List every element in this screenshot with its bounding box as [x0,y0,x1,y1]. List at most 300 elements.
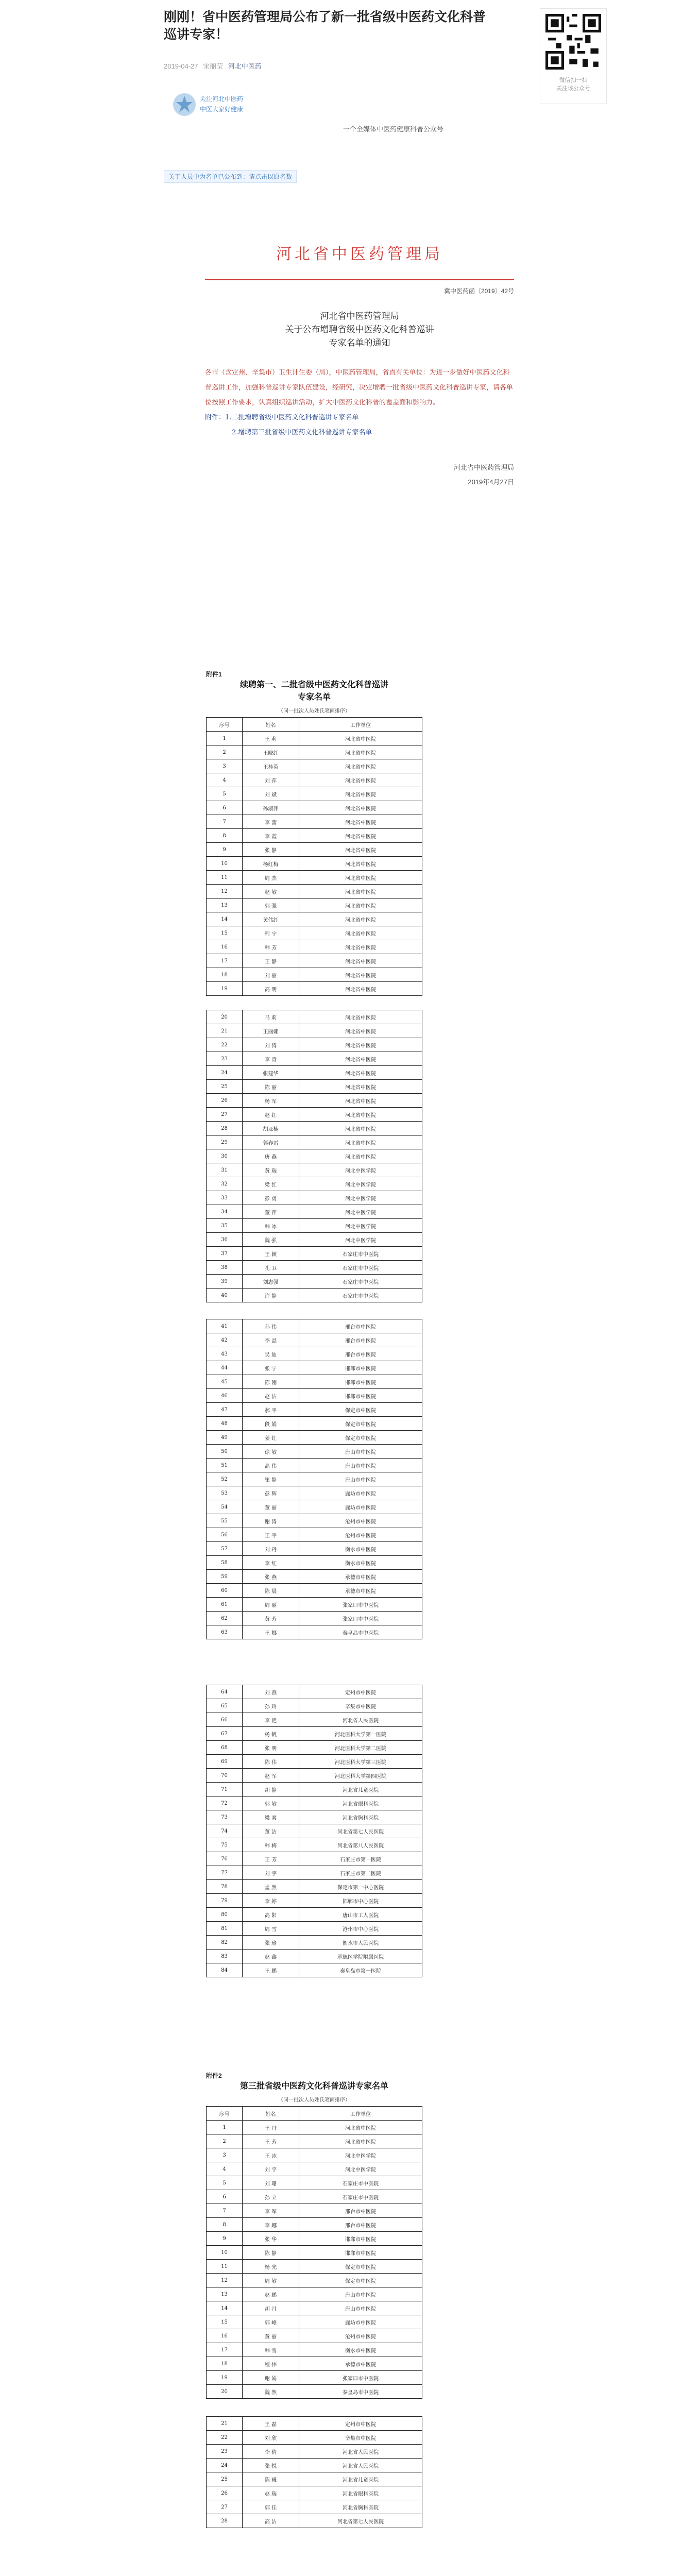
notice-link[interactable]: 关于人员中为名单已公布到：请点击以原名数 [164,170,297,183]
cell-name: 陈 伟 [243,1755,299,1769]
table-row [207,1163,422,1177]
cell-name: 谢 涛 [243,1514,299,1528]
table-row [207,1542,422,1556]
cell-org: 河北中医学院 [299,2148,422,2162]
cell-name: 唐 燕 [243,1149,299,1163]
cell-org: 石家庄市中医院 [299,2176,422,2190]
cell-org: 秦皇岛市中医院 [299,2385,422,2399]
table-row [207,1810,422,1824]
cell-org: 河北省中医院 [299,759,422,773]
cell-org: 河北省中医院 [299,815,422,829]
cell-name: 陈 刚 [243,1375,299,1389]
cell-no: 38 [207,1261,243,1275]
cell-name: 陈 晨 [243,1584,299,1598]
cell-org: 河北省胸科医院 [299,2500,422,2514]
cell-org: 河北省中医院 [299,801,422,815]
table-row [207,2417,422,2431]
attachment1-page-2 [206,1010,422,1302]
attachment2-label: 附件2 [206,2072,222,2079]
cell-org: 河北省中医院 [299,787,422,801]
cell-no: 13 [207,899,243,912]
cell-name: 胡 静 [243,1783,299,1797]
cell-no: 84 [207,1963,243,1977]
cell-name: 姜 红 [243,1431,299,1445]
table-row [207,1431,422,1445]
cell-no: 28 [207,1122,243,1136]
table-row [207,857,422,871]
cell-org: 邯郸市中心医院 [299,1894,422,1908]
cell-org: 河北中医学院 [299,1205,422,1219]
cell-name: 周 雪 [243,1922,299,1936]
cell-no: 19 [207,2371,243,2385]
table-row [207,1445,422,1459]
cell-no: 28 [207,2514,243,2528]
cell-name: 李 军 [243,2204,299,2218]
cell-no: 57 [207,1542,243,1556]
cell-org: 河北省中医院 [299,1108,422,1122]
table-row [207,1361,422,1375]
cell-org: 保定市中医院 [299,2274,422,2287]
table-row [207,871,422,885]
cell-name: 刘 欣 [243,2431,299,2445]
table-row [207,2260,422,2274]
table-row [207,954,422,968]
cell-no: 20 [207,1010,243,1024]
cell-no: 9 [207,843,243,857]
cell-no: 39 [207,1275,243,1289]
document-body-text: 各市（含定州、辛集市）卫生计生委（局），中医药管理局，省直有关单位：为进一步做好中医药文化科普巡讲工作，加强科普巡讲专家队伍建设，经研究，决定增聘一批省级中医药文化科普巡讲专家，请各单位按照工作要求，认真组织巡讲活动，扩大中医药文化科普的覆盖面和影响力。 [205,369,514,406]
table-row [207,1727,422,1741]
table-row [207,843,422,857]
cell-org: 保定市中医院 [299,1403,422,1417]
cell-org: 河北省中医院 [299,885,422,899]
cell-no: 26 [207,1094,243,1108]
cell-name: 董 洁 [243,1824,299,1838]
cell-no: 40 [207,1289,243,1302]
cell-org: 保定市第一中心医院 [299,1880,422,1894]
cell-name: 梁 爽 [243,1810,299,1824]
cell-org: 河北省中医院 [299,745,422,759]
table-row [207,1122,422,1136]
cell-no: 17 [207,2343,243,2357]
table-row [207,1459,422,1472]
cell-no: 3 [207,2148,243,2162]
cell-name: 黄 丽 [243,2329,299,2343]
cell-no: 64 [207,1685,243,1699]
table-row [207,1191,422,1205]
cell-org: 河北医科大学第二医院 [299,1741,422,1755]
cell-no: 46 [207,1389,243,1403]
cell-no: 35 [207,1219,243,1233]
cell-no: 77 [207,1866,243,1880]
table-row [207,1950,422,1963]
cell-org: 河北省中医院 [299,912,422,926]
cell-name: 张 静 [243,843,299,857]
cell-no: 21 [207,1024,243,1038]
table-row [207,1205,422,1219]
cell-name: 王 冰 [243,2148,299,2162]
cell-name: 杨 军 [243,1094,299,1108]
table-row [207,1963,422,1977]
cell-name: 李 娜 [243,2218,299,2232]
cell-no: 32 [207,1177,243,1191]
cell-org: 河北中医学院 [299,1177,422,1191]
cell-no: 24 [207,2459,243,2472]
cell-no: 49 [207,1431,243,1445]
cell-org: 张家口市中医院 [299,1612,422,1625]
document-sign-org: 河北省中医药管理局 [453,464,514,471]
cell-org: 河北省中医院 [299,2121,422,2134]
cell-org: 河北省中医院 [299,968,422,982]
cell-org: 定州市中医院 [299,1685,422,1699]
cell-no: 4 [207,773,243,787]
cell-org: 河北中医学院 [299,1233,422,1247]
cell-no: 22 [207,2431,243,2445]
cell-name: 黄 芳 [243,1612,299,1625]
attachment1-subtitle: （同一批次人员姓氏笔画排序） [278,708,350,714]
cell-org: 河北省中医院 [299,843,422,857]
cell-name: 王 颖 [243,1247,299,1261]
cell-name: 高 明 [243,982,299,996]
cell-no: 4 [207,2162,243,2176]
cell-no: 42 [207,1333,243,1347]
table-row [207,2274,422,2287]
cell-no: 82 [207,1936,243,1950]
cell-org: 唐山市中医院 [299,1472,422,1486]
table-row [207,759,422,773]
cell-no: 45 [207,1375,243,1389]
table-row [207,1347,422,1361]
cell-no: 15 [207,926,243,940]
table-row [207,745,422,759]
cell-org: 河北省中医院 [299,1038,422,1052]
cell-name: 韩 雪 [243,2343,299,2357]
cell-no: 12 [207,885,243,899]
cell-name: 魏 然 [243,2385,299,2399]
cell-no: 34 [207,1205,243,1219]
cell-name: 赵 洁 [243,1389,299,1403]
cell-name: 郭春雷 [243,1136,299,1149]
cell-name: 高 伟 [243,1459,299,1472]
cell-org: 邢台市中医院 [299,2204,422,2218]
cell-org: 唐山市中医院 [299,2301,422,2315]
cell-org: 衡水市中医院 [299,1542,422,1556]
document-signature [205,461,514,489]
table-row [207,1375,422,1389]
cell-no: 16 [207,940,243,954]
cell-name: 张 明 [243,1741,299,1755]
table-row [207,1713,422,1727]
cell-no: 22 [207,1038,243,1052]
cell-org: 邯郸市中医院 [299,2232,422,2246]
cell-name: 胡 月 [243,2301,299,2315]
cell-name: 李 倩 [243,2445,299,2459]
banner-slogan: 一个全媒体中医药健康科普公众号 [339,124,448,133]
cell-org: 石家庄市中医院 [299,1247,422,1261]
cell-no: 33 [207,1191,243,1205]
cell-name: 程 宁 [243,926,299,940]
table-row [207,1866,422,1880]
cell-org: 张家口市中医院 [299,2371,422,2385]
table-row [207,1261,422,1275]
cell-name: 王 娜 [243,1625,299,1639]
cell-no: 55 [207,1514,243,1528]
cell-org: 河北中医学院 [299,1163,422,1177]
cell-org: 唐山市中医院 [299,1459,422,1472]
cell-name: 刘志强 [243,1275,299,1289]
table-row [207,1852,422,1866]
attachment2-page-1 [206,2071,422,2399]
official-document-image [205,206,514,489]
cell-no: 68 [207,1741,243,1755]
cell-name: 郭 强 [243,899,299,912]
table-row [207,2190,422,2204]
table-row [207,2218,422,2232]
article-author: 宋丽莹 [203,62,224,70]
table-row [207,2500,422,2514]
cell-name: 刘 丹 [243,1542,299,1556]
cell-no: 81 [207,1922,243,1936]
cell-name: 刘 丽 [243,968,299,982]
cell-org: 邢台市中医院 [299,2218,422,2232]
cell-no: 14 [207,912,243,926]
cell-org: 河北省中医院 [299,871,422,885]
cell-no: 16 [207,2329,243,2343]
cell-no: 10 [207,2246,243,2260]
cell-name: 彭 勇 [243,1191,299,1205]
cell-org: 河北省胸科医院 [299,1810,422,1824]
table-row [207,968,422,982]
cell-no: 5 [207,787,243,801]
cell-org: 河北医科大学第三医院 [299,1755,422,1769]
cell-no: 79 [207,1894,243,1908]
cell-name: 赵 瑞 [243,2486,299,2500]
cell-name: 许 静 [243,1289,299,1302]
cell-org: 承德市中医院 [299,1584,422,1598]
table-row [207,940,422,954]
document-attachment-line: 附件：1.二批增聘省级中医药文化科普巡讲专家名单 [205,414,359,421]
cell-no: 70 [207,1769,243,1783]
cell-name: 王桂英 [243,759,299,773]
cell-name: 刘 宇 [243,1866,299,1880]
cell-name: 魏 强 [243,1233,299,1247]
cell-no: 63 [207,1625,243,1639]
cell-name: 李 艳 [243,1713,299,1727]
table-row [207,2176,422,2190]
cell-name: 李 霞 [243,829,299,843]
cell-no: 1 [207,732,243,745]
cell-no: 6 [207,801,243,815]
cell-no: 47 [207,1403,243,1417]
table-row [207,1908,422,1922]
cell-org: 河北省中医院 [299,926,422,940]
cell-org: 河北省中医院 [299,773,422,787]
document-red-line [205,279,514,280]
cell-name: 徐 敏 [243,1445,299,1459]
table-row [207,1584,422,1598]
cell-org: 廊坊市中医院 [299,1500,422,1514]
column-header-org: 工作单位 [299,2107,422,2121]
cell-org: 沧州市中医院 [299,2329,422,2343]
table-row [207,829,422,843]
table-row [207,1528,422,1542]
banner-logo-image [164,87,267,123]
cell-org: 河北省中医院 [299,1024,422,1038]
cell-org: 廊坊市中医院 [299,2315,422,2329]
document-body [205,365,514,440]
cell-name: 韩 芳 [243,940,299,954]
cell-name: 崔 静 [243,1472,299,1486]
cell-no: 65 [207,1699,243,1713]
table-row [207,899,422,912]
table-row [207,1699,422,1713]
table-row [207,1838,422,1852]
cell-org: 承德市中医院 [299,2357,422,2371]
cell-org: 石家庄市中医院 [299,1275,422,1289]
cell-no: 24 [207,1066,243,1080]
cell-name: 杨红梅 [243,857,299,871]
cell-name: 郭 佳 [243,2500,299,2514]
cell-name: 杨 帆 [243,1727,299,1741]
table-row [207,1612,422,1625]
cell-org: 承德医学院附属医院 [299,1950,422,1963]
table-row [207,1010,422,1024]
cell-name: 张 悦 [243,2459,299,2472]
cell-name: 王 平 [243,1528,299,1542]
cell-org: 邢台市中医院 [299,1333,422,1347]
cell-no: 2 [207,2134,243,2148]
cell-no: 37 [207,1247,243,1261]
cell-no: 53 [207,1486,243,1500]
cell-name: 刘 萍 [243,773,299,787]
cell-name: 陈 静 [243,2246,299,2260]
cell-no: 19 [207,982,243,996]
cell-name: 杨 光 [243,2260,299,2274]
cell-no: 43 [207,1347,243,1361]
cell-name: 李 蕾 [243,815,299,829]
table-row [207,2162,422,2176]
cell-name: 韩 梅 [243,1838,299,1852]
cell-org: 河北省中医院 [299,1094,422,1108]
cell-name: 王 莉 [243,732,299,745]
article-title: 刚刚！省中医药管理局公布了新一批省级中医药文化科普巡讲专家！ [164,10,486,42]
table-row [207,982,422,996]
cell-org: 辛集市中医院 [299,1699,422,1713]
cell-no: 52 [207,1472,243,1486]
cell-org: 邯郸市中医院 [299,1375,422,1389]
cell-no: 56 [207,1528,243,1542]
table-row [207,2486,422,2500]
cell-no: 15 [207,2315,243,2329]
cell-name: 孙 伟 [243,1319,299,1333]
cell-name: 李 青 [243,1052,299,1066]
cell-org: 河北医科大学第四医院 [299,1769,422,1783]
cell-no: 58 [207,1556,243,1570]
cell-org: 保定市中医院 [299,2260,422,2274]
cell-no: 11 [207,871,243,885]
table-row [207,885,422,899]
cell-name: 梁 红 [243,1177,299,1191]
cell-org: 衡水市中医院 [299,2343,422,2357]
cell-org: 河北省人民医院 [299,2445,422,2459]
table-row [207,926,422,940]
cell-no: 48 [207,1417,243,1431]
account-name-link[interactable]: 河北中医药 [228,62,262,70]
cell-name: 周 敏 [243,2274,299,2287]
cell-name: 王 丹 [243,2121,299,2134]
cell-org: 河北省中医院 [299,1052,422,1066]
cell-no: 17 [207,954,243,968]
cell-name: 陈 曦 [243,2472,299,2486]
table-row [207,1024,422,1038]
cell-org: 承德市中医院 [299,1570,422,1584]
table-row [207,787,422,801]
cell-no: 36 [207,1233,243,1247]
cell-org: 河北中医学院 [299,1219,422,1233]
cell-org: 邯郸市中医院 [299,1389,422,1403]
cell-name: 郭 敏 [243,1797,299,1810]
cell-name: 董 萍 [243,1205,299,1219]
cell-name: 张 瑜 [243,1936,299,1950]
cell-no: 12 [207,2274,243,2287]
table-row [207,1894,422,1908]
table-row [207,1149,422,1163]
table-row [207,2431,422,2445]
cell-org: 河北省第七人民医院 [299,2514,422,2528]
cell-name: 郝 平 [243,1403,299,1417]
column-header-no: 序号 [207,718,243,732]
cell-name: 孟 然 [243,1880,299,1894]
cell-no: 2 [207,745,243,759]
banner-logo-line2: 中医大家好健康 [200,106,244,113]
table-row [207,2343,422,2357]
cell-no: 1 [207,2121,243,2134]
cell-no: 5 [207,2176,243,2190]
cell-no: 50 [207,1445,243,1459]
cell-no: 71 [207,1783,243,1797]
roster-table-1b [206,1010,422,1302]
cell-name: 赵 红 [243,1108,299,1122]
cell-no: 69 [207,1755,243,1769]
cell-org: 河北省中医院 [299,1066,422,1080]
table-row [207,1486,422,1500]
cell-org: 秦皇岛市第一医院 [299,1963,422,1977]
table-row [207,1052,422,1066]
cell-org: 石家庄市中医院 [299,2190,422,2204]
table-row [207,2385,422,2399]
cell-name: 张 宁 [243,1361,299,1375]
cell-name: 胡亚楠 [243,1122,299,1136]
table-row [207,1500,422,1514]
cell-no: 66 [207,1713,243,1727]
cell-no: 13 [207,2287,243,2301]
cell-org: 河北省中医院 [299,2134,422,2148]
cell-no: 18 [207,968,243,982]
table-row [207,1625,422,1639]
cell-org: 邯郸市中医院 [299,2246,422,2260]
table-row [207,1080,422,1094]
cell-name: 彭 辉 [243,1486,299,1500]
cell-org: 保定市中医院 [299,1431,422,1445]
cell-no: 18 [207,2357,243,2371]
table-row [207,2246,422,2260]
cell-org: 河北省中医院 [299,857,422,871]
cell-org: 辛集市中医院 [299,2431,422,2445]
table-row [207,2329,422,2343]
document-title-line: 关于公布增聘省级中医药文化科普巡讲 [285,325,434,335]
cell-name: 谢 娟 [243,2371,299,2385]
cell-org: 邢台市中医院 [299,1347,422,1361]
